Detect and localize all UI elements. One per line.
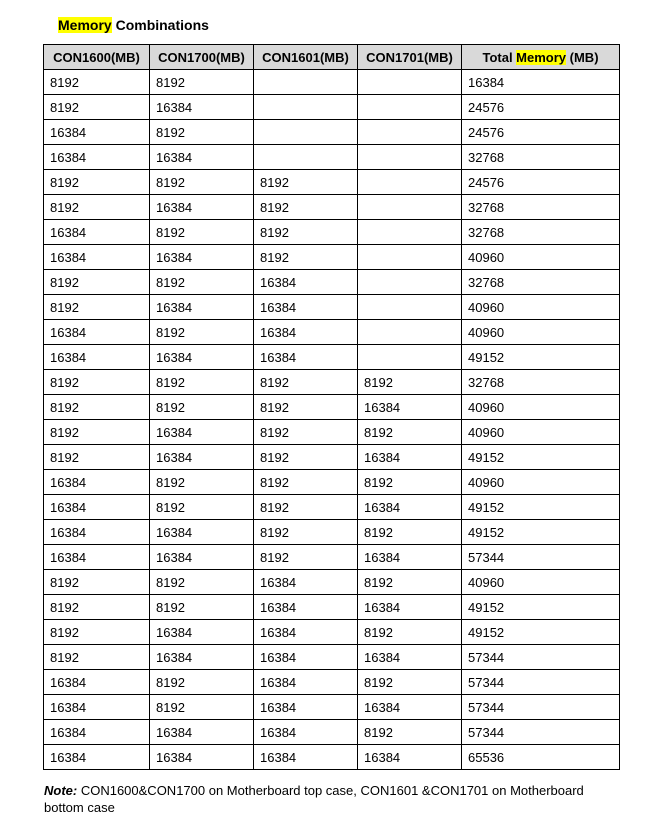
cell-total-memory: 40960 <box>462 570 620 595</box>
cell-con1601: 16384 <box>254 570 358 595</box>
table-row <box>44 95 620 120</box>
cell-con1701: 16384 <box>358 695 462 720</box>
table-row <box>44 620 620 645</box>
table-row <box>44 320 620 345</box>
header-total-highlighted-word: Memory <box>516 49 567 65</box>
cell-con1700: 16384 <box>150 420 254 445</box>
header-con1601: CON1601(MB) <box>254 45 358 70</box>
table-row <box>44 545 620 570</box>
cell-con1701: 16384 <box>358 645 462 670</box>
cell-con1700: 16384 <box>150 445 254 470</box>
cell-con1601: 16384 <box>254 320 358 345</box>
cell-con1700: 16384 <box>150 195 254 220</box>
section-title <box>58 16 209 34</box>
table-row <box>44 170 620 195</box>
cell-total-memory: 65536 <box>462 745 620 770</box>
cell-con1600: 16384 <box>44 220 150 245</box>
cell-total-memory: 32768 <box>462 220 620 245</box>
cell-con1701: 16384 <box>358 395 462 420</box>
cell-con1701 <box>358 145 462 170</box>
cell-con1700: 8192 <box>150 395 254 420</box>
cell-total-memory: 40960 <box>462 245 620 270</box>
cell-con1600: 8192 <box>44 395 150 420</box>
title-highlighted-word: Memory <box>58 17 112 33</box>
cell-con1700: 16384 <box>150 645 254 670</box>
cell-con1601: 16384 <box>254 670 358 695</box>
cell-con1701: 8192 <box>358 620 462 645</box>
cell-con1700: 8192 <box>150 595 254 620</box>
cell-con1701: 16384 <box>358 445 462 470</box>
table-row <box>44 645 620 670</box>
cell-total-memory: 40960 <box>462 420 620 445</box>
cell-total-memory: 57344 <box>462 695 620 720</box>
cell-con1600: 8192 <box>44 570 150 595</box>
cell-con1701: 8192 <box>358 570 462 595</box>
note-text: CON1600&CON1700 on Motherboard top case, CON1601 &CON1701 on Motherboard bottom case <box>44 783 584 815</box>
cell-total-memory: 49152 <box>462 595 620 620</box>
table-row <box>44 370 620 395</box>
table-row <box>44 295 620 320</box>
table-row <box>44 395 620 420</box>
cell-con1601: 16384 <box>254 295 358 320</box>
cell-con1700: 8192 <box>150 220 254 245</box>
cell-total-memory: 57344 <box>462 545 620 570</box>
cell-con1601: 8192 <box>254 445 358 470</box>
cell-con1601: 16384 <box>254 720 358 745</box>
table-row <box>44 120 620 145</box>
footnote <box>44 782 614 816</box>
cell-con1600: 16384 <box>44 495 150 520</box>
cell-con1700: 16384 <box>150 95 254 120</box>
cell-con1600: 16384 <box>44 545 150 570</box>
header-total-memory <box>462 45 620 70</box>
cell-con1700: 8192 <box>150 495 254 520</box>
cell-con1701: 16384 <box>358 745 462 770</box>
cell-con1700: 16384 <box>150 145 254 170</box>
cell-total-memory: 49152 <box>462 620 620 645</box>
cell-con1601 <box>254 145 358 170</box>
cell-con1701 <box>358 195 462 220</box>
cell-con1701: 8192 <box>358 670 462 695</box>
cell-con1700: 16384 <box>150 245 254 270</box>
cell-con1601: 8192 <box>254 245 358 270</box>
cell-con1701: 8192 <box>358 720 462 745</box>
cell-total-memory: 32768 <box>462 270 620 295</box>
cell-con1600: 8192 <box>44 620 150 645</box>
cell-con1600: 16384 <box>44 670 150 695</box>
cell-total-memory: 49152 <box>462 520 620 545</box>
memory-combinations-table <box>43 44 620 770</box>
table-row <box>44 245 620 270</box>
table-row <box>44 520 620 545</box>
cell-con1701 <box>358 320 462 345</box>
cell-con1600: 8192 <box>44 445 150 470</box>
cell-con1701 <box>358 120 462 145</box>
cell-con1601: 8192 <box>254 195 358 220</box>
table-body <box>44 70 620 770</box>
cell-total-memory: 57344 <box>462 720 620 745</box>
table-row <box>44 670 620 695</box>
cell-total-memory: 40960 <box>462 295 620 320</box>
table-row <box>44 420 620 445</box>
table-row <box>44 345 620 370</box>
cell-con1600: 16384 <box>44 745 150 770</box>
cell-con1700: 16384 <box>150 720 254 745</box>
cell-con1600: 8192 <box>44 370 150 395</box>
cell-con1700: 8192 <box>150 70 254 95</box>
cell-con1700: 16384 <box>150 520 254 545</box>
cell-con1600: 8192 <box>44 70 150 95</box>
cell-con1701 <box>358 170 462 195</box>
cell-con1701 <box>358 95 462 120</box>
cell-con1601: 16384 <box>254 645 358 670</box>
cell-con1601: 16384 <box>254 745 358 770</box>
cell-total-memory: 40960 <box>462 470 620 495</box>
cell-total-memory: 49152 <box>462 495 620 520</box>
cell-total-memory: 49152 <box>462 445 620 470</box>
cell-con1601: 8192 <box>254 545 358 570</box>
cell-con1600: 8192 <box>44 295 150 320</box>
cell-con1701: 16384 <box>358 495 462 520</box>
cell-con1600: 16384 <box>44 120 150 145</box>
cell-con1700: 16384 <box>150 745 254 770</box>
cell-con1601: 8192 <box>254 520 358 545</box>
cell-con1700: 8192 <box>150 570 254 595</box>
cell-total-memory: 24576 <box>462 120 620 145</box>
cell-con1601: 16384 <box>254 695 358 720</box>
cell-con1601: 8192 <box>254 395 358 420</box>
cell-con1600: 8192 <box>44 95 150 120</box>
table-row <box>44 195 620 220</box>
cell-con1600: 8192 <box>44 270 150 295</box>
cell-con1601: 8192 <box>254 420 358 445</box>
cell-con1601 <box>254 70 358 95</box>
cell-total-memory: 32768 <box>462 145 620 170</box>
cell-con1700: 8192 <box>150 370 254 395</box>
table-row <box>44 145 620 170</box>
cell-con1600: 16384 <box>44 520 150 545</box>
table-row <box>44 570 620 595</box>
cell-con1600: 16384 <box>44 720 150 745</box>
table-row <box>44 495 620 520</box>
header-total-prefix: Total <box>482 49 517 65</box>
cell-con1600: 16384 <box>44 695 150 720</box>
cell-total-memory: 24576 <box>462 95 620 120</box>
header-total-suffix: (MB) <box>566 49 599 65</box>
cell-total-memory: 40960 <box>462 320 620 345</box>
cell-total-memory: 57344 <box>462 670 620 695</box>
table-header-row <box>44 45 620 70</box>
cell-total-memory: 57344 <box>462 645 620 670</box>
cell-total-memory: 16384 <box>462 70 620 95</box>
cell-con1701 <box>358 345 462 370</box>
table-row <box>44 445 620 470</box>
table-row <box>44 720 620 745</box>
cell-total-memory: 40960 <box>462 395 620 420</box>
cell-con1701: 8192 <box>358 420 462 445</box>
cell-total-memory: 24576 <box>462 170 620 195</box>
header-con1600: CON1600(MB) <box>44 45 150 70</box>
cell-con1701 <box>358 220 462 245</box>
cell-con1601: 8192 <box>254 370 358 395</box>
cell-con1600: 8192 <box>44 195 150 220</box>
cell-con1600: 8192 <box>44 645 150 670</box>
header-con1701: CON1701(MB) <box>358 45 462 70</box>
table-row <box>44 745 620 770</box>
cell-con1601 <box>254 120 358 145</box>
cell-con1600: 8192 <box>44 170 150 195</box>
cell-con1701 <box>358 70 462 95</box>
table-row <box>44 70 620 95</box>
cell-con1601: 8192 <box>254 470 358 495</box>
header-con1700: CON1700(MB) <box>150 45 254 70</box>
cell-total-memory: 32768 <box>462 370 620 395</box>
cell-con1601: 8192 <box>254 220 358 245</box>
cell-con1700: 8192 <box>150 120 254 145</box>
note-label: Note: <box>44 783 78 798</box>
cell-con1700: 8192 <box>150 320 254 345</box>
cell-con1600: 16384 <box>44 145 150 170</box>
cell-con1700: 16384 <box>150 345 254 370</box>
cell-con1601 <box>254 95 358 120</box>
cell-total-memory: 32768 <box>462 195 620 220</box>
cell-con1701: 16384 <box>358 595 462 620</box>
cell-con1700: 8192 <box>150 170 254 195</box>
table-row <box>44 470 620 495</box>
cell-con1601: 16384 <box>254 345 358 370</box>
cell-con1701 <box>358 295 462 320</box>
cell-con1601: 16384 <box>254 595 358 620</box>
cell-con1601: 16384 <box>254 270 358 295</box>
cell-con1600: 16384 <box>44 345 150 370</box>
cell-con1700: 8192 <box>150 695 254 720</box>
cell-con1701 <box>358 270 462 295</box>
table-row <box>44 220 620 245</box>
cell-con1601: 8192 <box>254 495 358 520</box>
cell-con1700: 8192 <box>150 470 254 495</box>
cell-con1600: 8192 <box>44 595 150 620</box>
cell-con1700: 16384 <box>150 545 254 570</box>
cell-con1601: 16384 <box>254 620 358 645</box>
title-rest: Combinations <box>111 17 209 33</box>
table-row <box>44 270 620 295</box>
cell-con1600: 16384 <box>44 320 150 345</box>
cell-con1600: 16384 <box>44 470 150 495</box>
table-row <box>44 595 620 620</box>
cell-con1701: 8192 <box>358 370 462 395</box>
cell-con1701: 16384 <box>358 545 462 570</box>
cell-con1700: 16384 <box>150 295 254 320</box>
cell-con1701 <box>358 245 462 270</box>
table-row <box>44 695 620 720</box>
cell-con1601: 8192 <box>254 170 358 195</box>
cell-total-memory: 49152 <box>462 345 620 370</box>
cell-con1701: 8192 <box>358 470 462 495</box>
cell-con1600: 8192 <box>44 420 150 445</box>
cell-con1700: 8192 <box>150 670 254 695</box>
cell-con1701: 8192 <box>358 520 462 545</box>
cell-con1600: 16384 <box>44 245 150 270</box>
cell-con1700: 8192 <box>150 270 254 295</box>
cell-con1700: 16384 <box>150 620 254 645</box>
